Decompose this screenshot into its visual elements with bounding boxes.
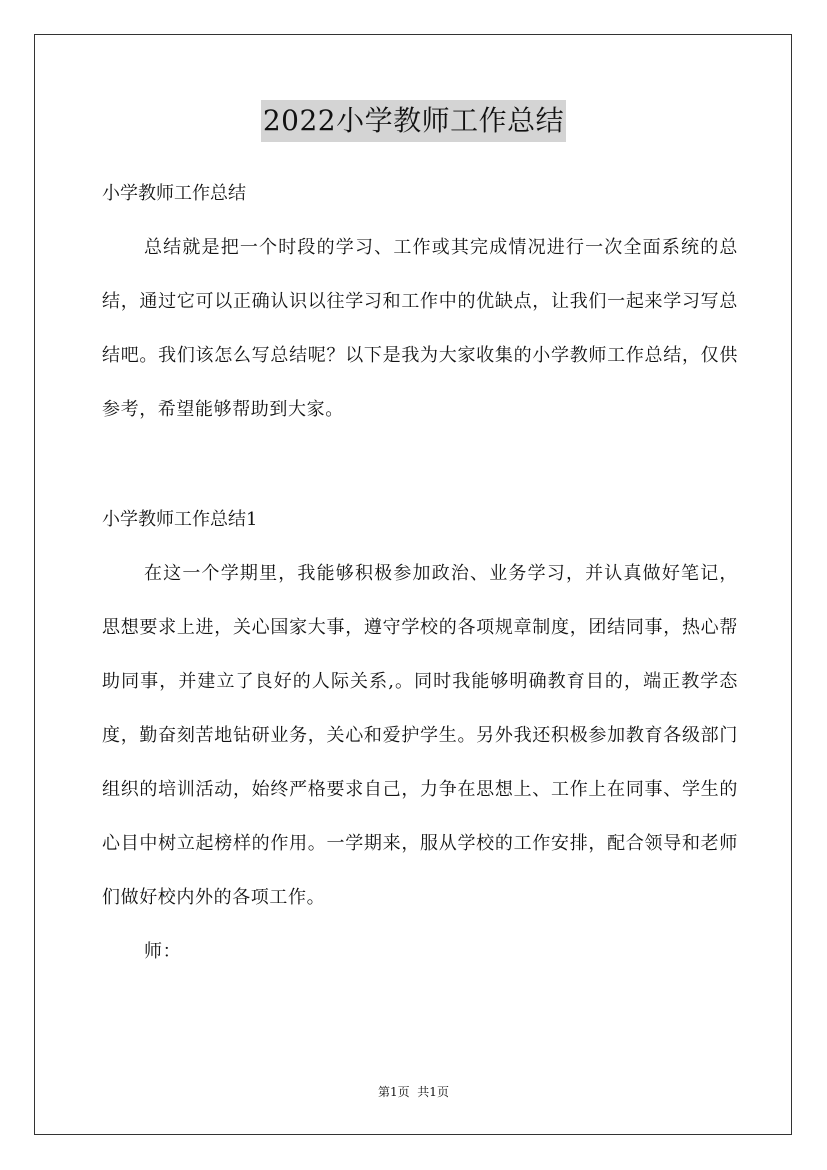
section1-paragraph: 在这一个学期里，我能够积极参加政治、业务学习，并认真做好笔记，思想要求上进，关心国家大事，遵守学校的各项规章制度，团结同事，热心帮助同事，并建立了良好的人际关系,。同时我能够明确教育目的，端正教学态度，勤奋刻苦地钻研业务，关心和爱护学生。另外我还积极参加教育各级部门组织的培训活动，始终严格要求自己，力争在思想上、工作上在同事、学生的心目中树立起榜样的作用。一学期来，服从学校的工作安排，配合领导和老师们做好校内外的各项工作。 xyxy=(102,563,738,908)
title-wrap xyxy=(0,100,827,142)
section-gap xyxy=(102,437,738,493)
page-number: 第1页 共1页 xyxy=(378,1085,449,1099)
document-body xyxy=(102,167,738,979)
intro-heading: 小学教师工作总结 xyxy=(102,183,246,204)
section1-heading: 小学教师工作总结1 xyxy=(102,509,258,530)
section1-sub: 师： xyxy=(144,941,182,962)
intro-paragraph: 总结就是把一个时段的学习、工作或其完成情况进行一次全面系统的总结，通过它可以正确认识以往学习和工作中的优缺点，让我们一起来学习写总结吧。我们该怎么写总结呢？以下是我为大家收集的小学教师工作总结，仅供参考，希望能够帮助到大家。 xyxy=(102,237,738,420)
page-footer xyxy=(0,1084,827,1100)
document-title: 2022小学教师工作总结 xyxy=(261,100,566,142)
